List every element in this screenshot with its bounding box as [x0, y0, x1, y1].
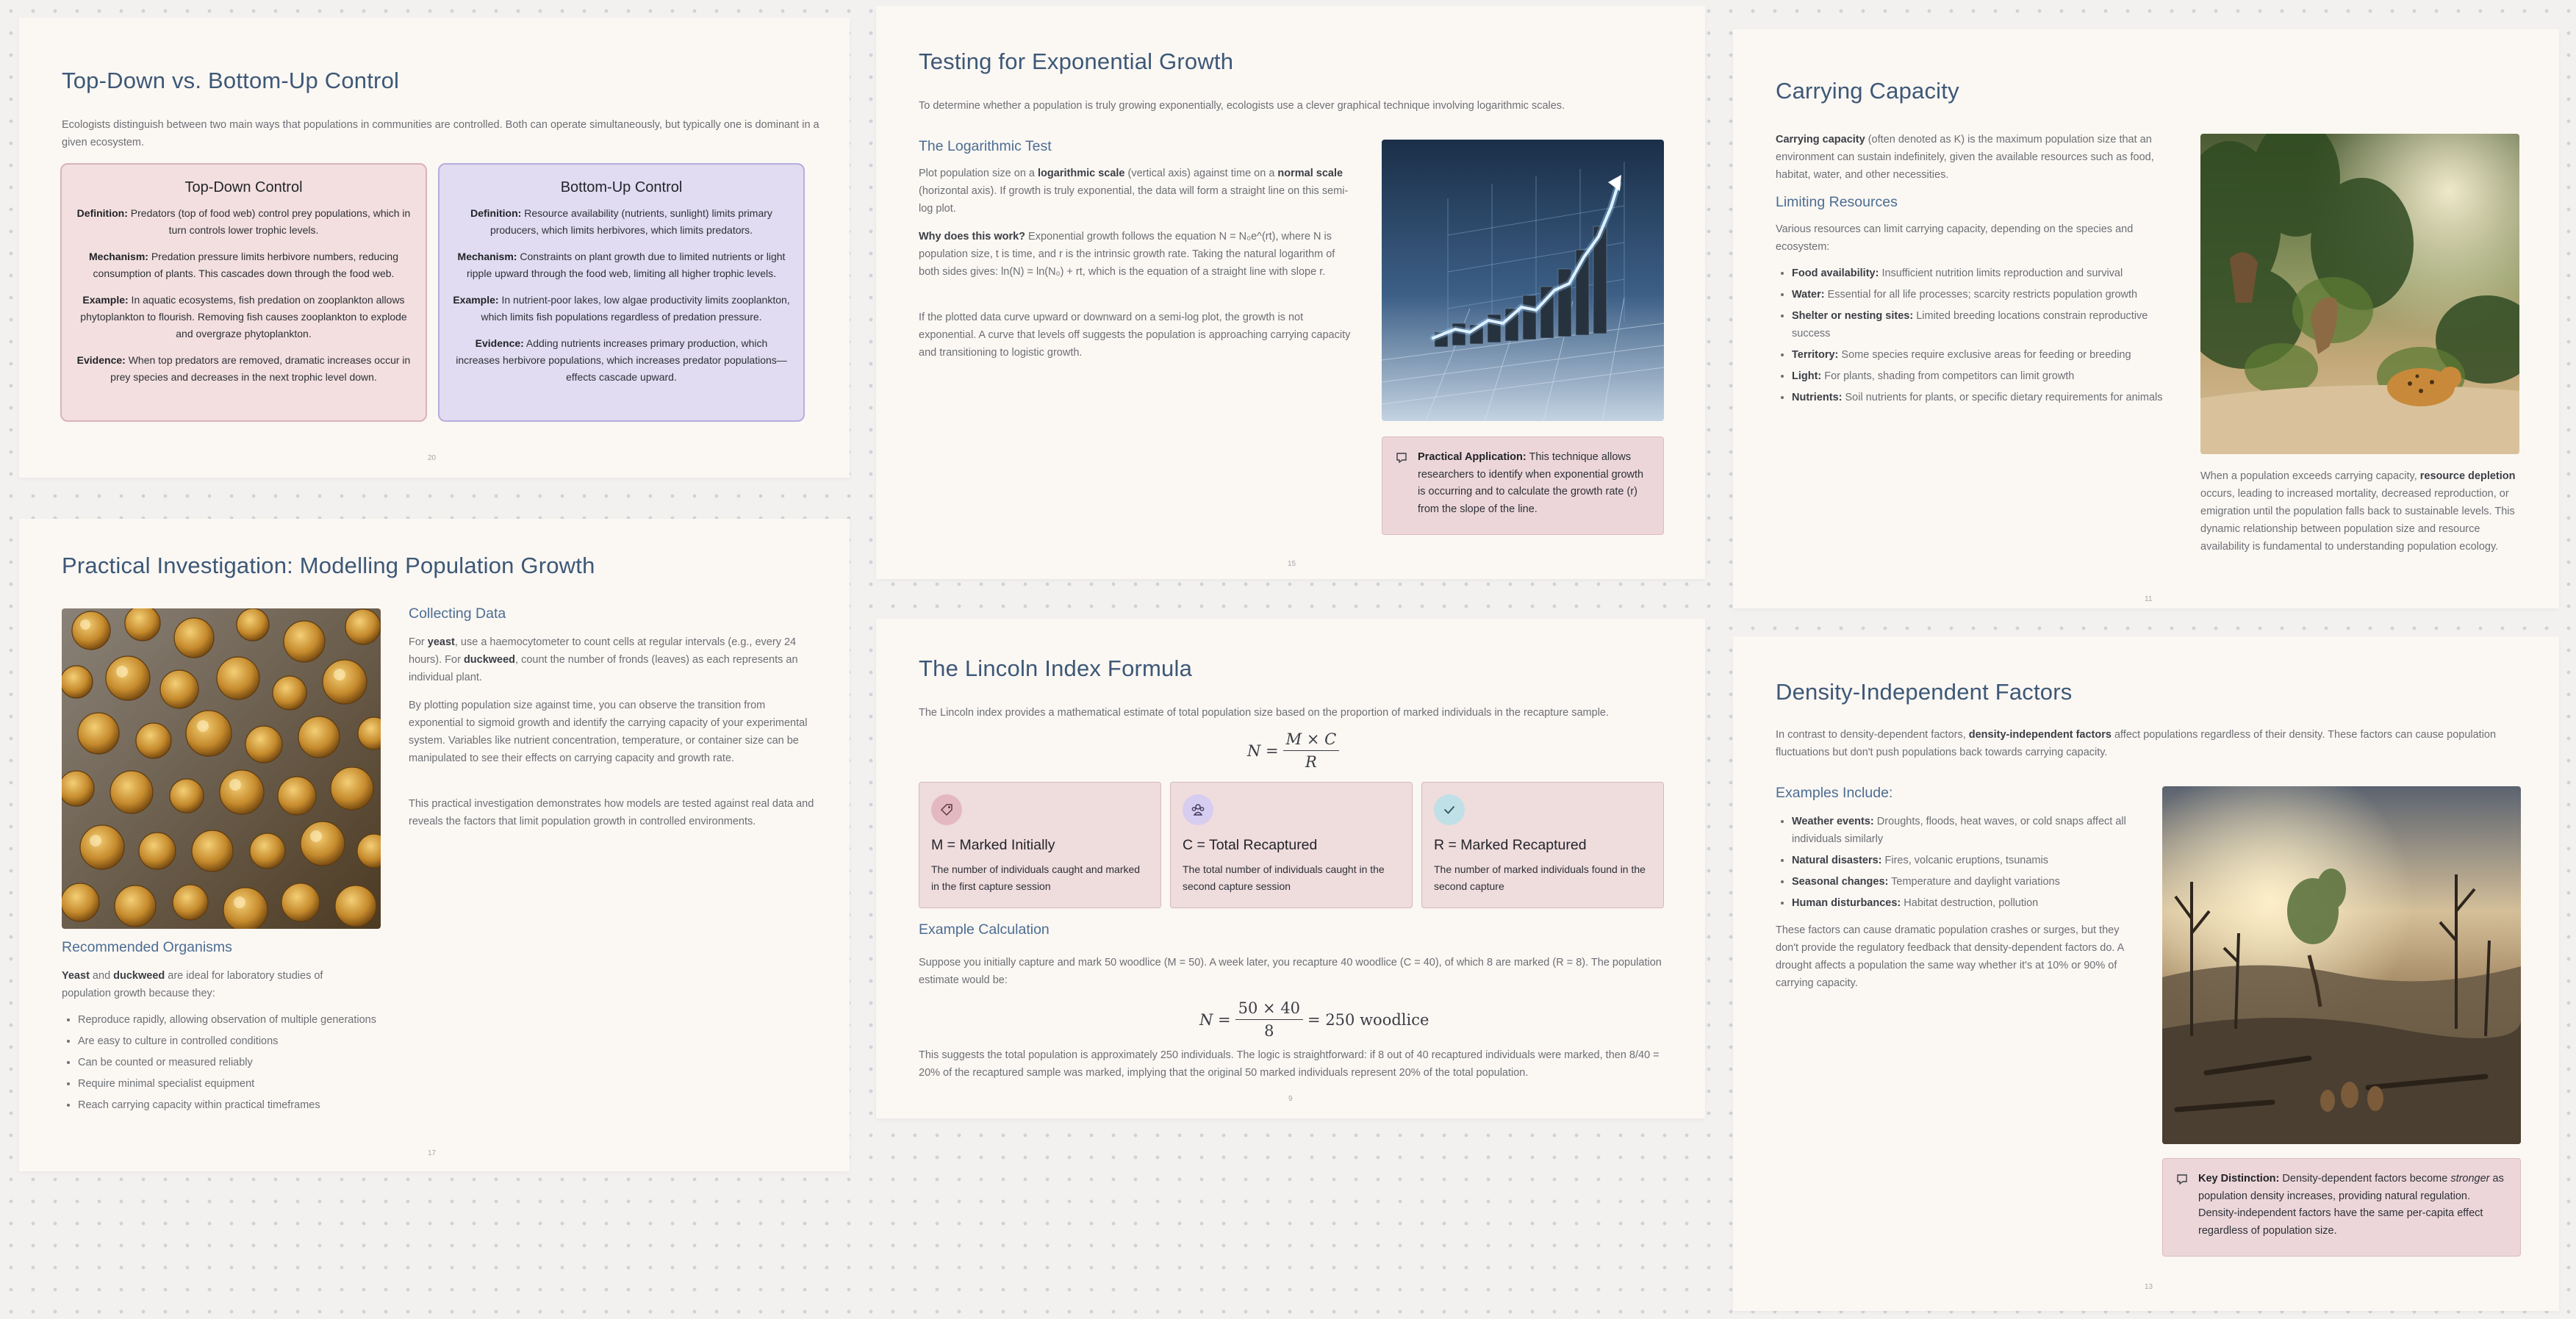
examples-list — [1776, 813, 2152, 916]
paragraph-factors: These factors can cause dramatic population crashes or surges, but they don't provide the regulatory feedback that density-dependent factors do. A drought affects a population the same way whether it's at 10% or 90% of carrying capacity. — [1776, 924, 2124, 989]
card-text: The number of marked individuals found in the second capture — [1434, 863, 1646, 892]
card-marked-recaptured — [1421, 782, 1664, 908]
tag-icon — [931, 794, 962, 825]
example-paragraph: Suppose you initially capture and mark 50 woodlice (M = 50). A week later, you recapture 40 woodlice (C = 40), of which 8 are marked (R = 8). The population estimate would be: — [919, 957, 1662, 986]
top-down-definition: Definition: Predators (top of food web) control prey populations, which in turn controls lower trophic levels. — [76, 207, 411, 236]
bottom-up-mechanism: Mechanism: Constraints on plant growth due to limited nutrients or light ripple upward through the food web, limiting all higher trophic levels. — [457, 251, 786, 279]
card-heading: C = Total Recaptured — [1183, 837, 1318, 853]
list-item: • Weather events: Droughts, floods, heat waves, or cold snaps affect all individuals similarly — [1792, 813, 2152, 848]
top-down-example: Example: In aquatic ecosystems, fish predation on zooplankton allows phytoplankton to flourish. Removing fish causes zooplankton to explode and overgraze phytoplankton. — [80, 294, 407, 339]
check-icon — [1434, 794, 1465, 825]
yeast-cells-image — [62, 608, 381, 929]
slide-intro: In contrast to density-dependent factors, density-independent factors affect populations regardless of their density. These factors can cause population fluctuations but don't push populations back towards carrying capacity. — [1776, 729, 2497, 758]
list-item: • Water: Essential for all life processes; scarcity restricts population growth — [1792, 286, 2187, 303]
slide-exponential-growth — [876, 6, 1705, 579]
slide-title: Testing for Exponential Growth — [919, 48, 1234, 74]
card-total-recaptured — [1170, 782, 1413, 908]
slide-intro: Ecologists distinguish between two main ways that populations in communities are controlled. Both can operate simultaneously, but typically one is dominant in a given ecosystem. — [62, 119, 819, 148]
calc-result: = 250 woodlice — [1307, 1010, 1429, 1029]
organisms-list — [62, 1011, 379, 1118]
note-icon — [2176, 1174, 2188, 1185]
list-item: • Can be counted or measured reliably — [78, 1054, 379, 1071]
list-item: • Are easy to culture in controlled conditions — [78, 1032, 379, 1050]
bottom-up-example: Example: In nutrient-poor lakes, low algae productivity limits zooplankton, which limits fish populations regardless of predation pressure. — [453, 294, 790, 323]
list-item: • Seasonal changes: Temperature and daylight variations — [1792, 873, 2152, 891]
recommended-organisms-subtitle: Recommended Organisms — [62, 939, 232, 955]
practical-application-callout: Practical Application: This technique allows researchers to identify when exponential growth is occurring and to calculate the growth rate (r) from the slope of the line. — [1382, 436, 1664, 535]
card-text: The total number of individuals caught in the second capture session — [1183, 863, 1385, 892]
paragraph-curve: If the plotted data curve upward or downward on a semi-log plot, the growth is not exponential. A curve that levels off suggests the population is approaching carrying capacity and transitioning to logistic growth. — [919, 312, 1351, 359]
slide-intro: To determine whether a population is truly growing exponentially, ecologists use a clever graphical technique involving logarithmic scales. — [919, 100, 1565, 112]
list-item: • Natural disasters: Fires, volcanic eruptions, tsunamis — [1792, 852, 2152, 869]
slide-title: Practical Investigation: Modelling Population Growth — [62, 553, 595, 578]
slide-practical-investigation — [19, 519, 850, 1171]
top-down-mechanism: Mechanism: Predation pressure limits herbivore numbers, reducing consumption of plants. This cascades down through the food web. — [89, 251, 398, 279]
page-number: 11 — [2145, 595, 2153, 603]
note-icon — [1396, 452, 1407, 464]
collecting-data-subtitle: Collecting Data — [409, 605, 506, 622]
paragraph-demonstrates: This practical investigation demonstrates how models are tested against real data and reveals the factors that limit population growth in controlled environments. — [409, 798, 814, 827]
card-heading: R = Marked Recaptured — [1434, 837, 1587, 853]
example-subtitle: Example Calculation — [919, 921, 1050, 938]
section-subtitle: Limiting Resources — [1776, 194, 1898, 210]
limiting-resources-list — [1776, 265, 2187, 410]
slide-top-down-bottom-up — [19, 18, 850, 478]
formula-fraction: $\frac{M \times C}{R}$ — [1283, 730, 1340, 771]
section-intro: Various resources can limit carrying capacity, depending on the species and ecosystem: — [1776, 223, 2134, 253]
slide-title: Top-Down vs. Bottom-Up Control — [62, 68, 400, 93]
burnt-landscape-image — [2162, 786, 2521, 1144]
key-distinction-callout: Key Distinction: Density-dependent factors become stronger as population density increases, providing natural regulation. Density-independent factors have the same per-capita effect regardless of population size. — [2162, 1158, 2521, 1257]
page-number: 13 — [2145, 1283, 2153, 1291]
list-item: • Food availability: Insufficient nutrition limits reproduction and survival — [1792, 265, 2187, 282]
example-calculation — [1199, 999, 1429, 1040]
bottom-up-evidence: Evidence: Adding nutrients increases primary production, which increases herbivore populations, which increases predator populations—effects cascade upward. — [456, 337, 787, 383]
list-item: • Territory: Some species require exclusive areas for feeding or breeding — [1792, 346, 2187, 364]
group-icon — [1183, 794, 1213, 825]
calc-fraction: $\frac{50 \times 40}{8}$ — [1235, 999, 1303, 1040]
section-subtitle: The Logarithmic Test — [919, 138, 1052, 154]
slide-density-independent — [1733, 636, 2559, 1311]
list-item: • Shelter or nesting sites: Limited breeding locations constrain reproductive success — [1792, 307, 2187, 342]
paragraph-why: Why does this work? Exponential growth follows the equation N = N₀e^(rt), where N is population size, t is time, and r is the intrinsic growth rate. Taking the natural logarithm of both sides gives: ln(N) = ln(N₀) + rt, which is the equation of a straight line with slope r. — [919, 231, 1335, 278]
slide-title: Carrying Capacity — [1776, 78, 1959, 104]
top-down-control-box — [60, 163, 427, 422]
slide-title: Density-Independent Factors — [1776, 679, 2073, 705]
bottom-up-control-box — [438, 163, 805, 422]
calc-lhs: N = — [1199, 1010, 1231, 1029]
exponential-graph-image — [1382, 140, 1664, 421]
card-marked-initially — [919, 782, 1161, 908]
page-number: 20 — [428, 454, 437, 462]
list-item: • Reproduce rapidly, allowing observation of multiple generations — [78, 1011, 379, 1029]
paragraph-collecting: For yeast, use a haemocytometer to count cells at regular intervals (e.g., every 24 hours). For duckweed, count the number of fronds (leaves) as each represents an individual plant. — [409, 636, 798, 683]
image-caption: When a population exceeds carrying capacity, resource depletion occurs, leading to increased mortality, decreased reproduction, or emigration until the population falls back to sustainable levels. This dynamic relationship between population size and resource availability is fundamental to understanding population ecology. — [2200, 470, 2516, 553]
wildlife-habitat-image — [2200, 134, 2519, 454]
formula-lhs: N = — [1247, 741, 1279, 760]
slide-lincoln-index — [876, 619, 1705, 1118]
top-down-heading: Top-Down Control — [184, 179, 303, 195]
slide-intro: Carrying capacity (often denoted as K) is the maximum population size that an environment can sustain indefinitely, given the available resources such as food, habitat, water, and other necessities. — [1776, 134, 2154, 181]
paragraph-log-scale: Plot population size on a logarithmic scale (vertical axis) against time on a normal scale (horizontal axis). If growth is truly exponential, the data will form a straight line on this semi-log plot. — [919, 168, 1349, 215]
paragraph-plotting: By plotting population size against time, you can observe the transition from exponential to sigmoid growth and identify the carrying capacity of your experimental system. Variables like nutrient concentration, temperature, or container size can be manipulated to see their effects on carrying capacity and growth rate. — [409, 700, 808, 764]
top-down-evidence: Evidence: When top predators are removed, dramatic increases occur in prey species and decreases in the next trophic level down. — [76, 354, 411, 383]
card-heading: M = Marked Initially — [931, 837, 1055, 853]
list-item: • Light: For plants, shading from competitors can limit growth — [1792, 367, 2187, 385]
lincoln-formula — [1247, 730, 1343, 771]
organisms-intro: Yeast and duckweed are ideal for laboratory studies of population growth because they: — [62, 970, 323, 999]
bottom-up-definition: Definition: Resource availability (nutrients, sunlight) limits primary producers, which limits herbivores, which limits predators. — [470, 207, 772, 236]
list-item: • Nutrients: Soil nutrients for plants, or specific dietary requirements for animals — [1792, 389, 2187, 406]
section-subtitle: Examples Include: — [1776, 785, 1893, 801]
page-number: 17 — [428, 1149, 437, 1157]
slide-intro: The Lincoln index provides a mathematical estimate of total population size based on the proportion of marked individuals in the recapture sample. — [919, 707, 1610, 719]
list-item: • Reach carrying capacity within practical timeframes — [78, 1096, 379, 1114]
list-item: • Require minimal specialist equipment — [78, 1075, 379, 1093]
slide-title: The Lincoln Index Formula — [919, 655, 1193, 681]
conclusion-paragraph: This suggests the total population is approximately 250 individuals. The logic is straightforward: if 8 out of 40 recaptured individuals were marked, then 8/40 = 20% of the recaptured sample was marked, implying that the original 50 marked individuals represent 20% of the total population. — [919, 1049, 1660, 1079]
list-item: • Human disturbances: Habitat destruction, pollution — [1792, 894, 2152, 912]
bottom-up-heading: Bottom-Up Control — [560, 179, 683, 195]
page-number: 15 — [1288, 560, 1296, 568]
page-number: 9 — [1288, 1095, 1293, 1103]
card-text: The number of individuals caught and marked in the first capture session — [931, 863, 1141, 892]
slide-carrying-capacity — [1733, 29, 2559, 608]
